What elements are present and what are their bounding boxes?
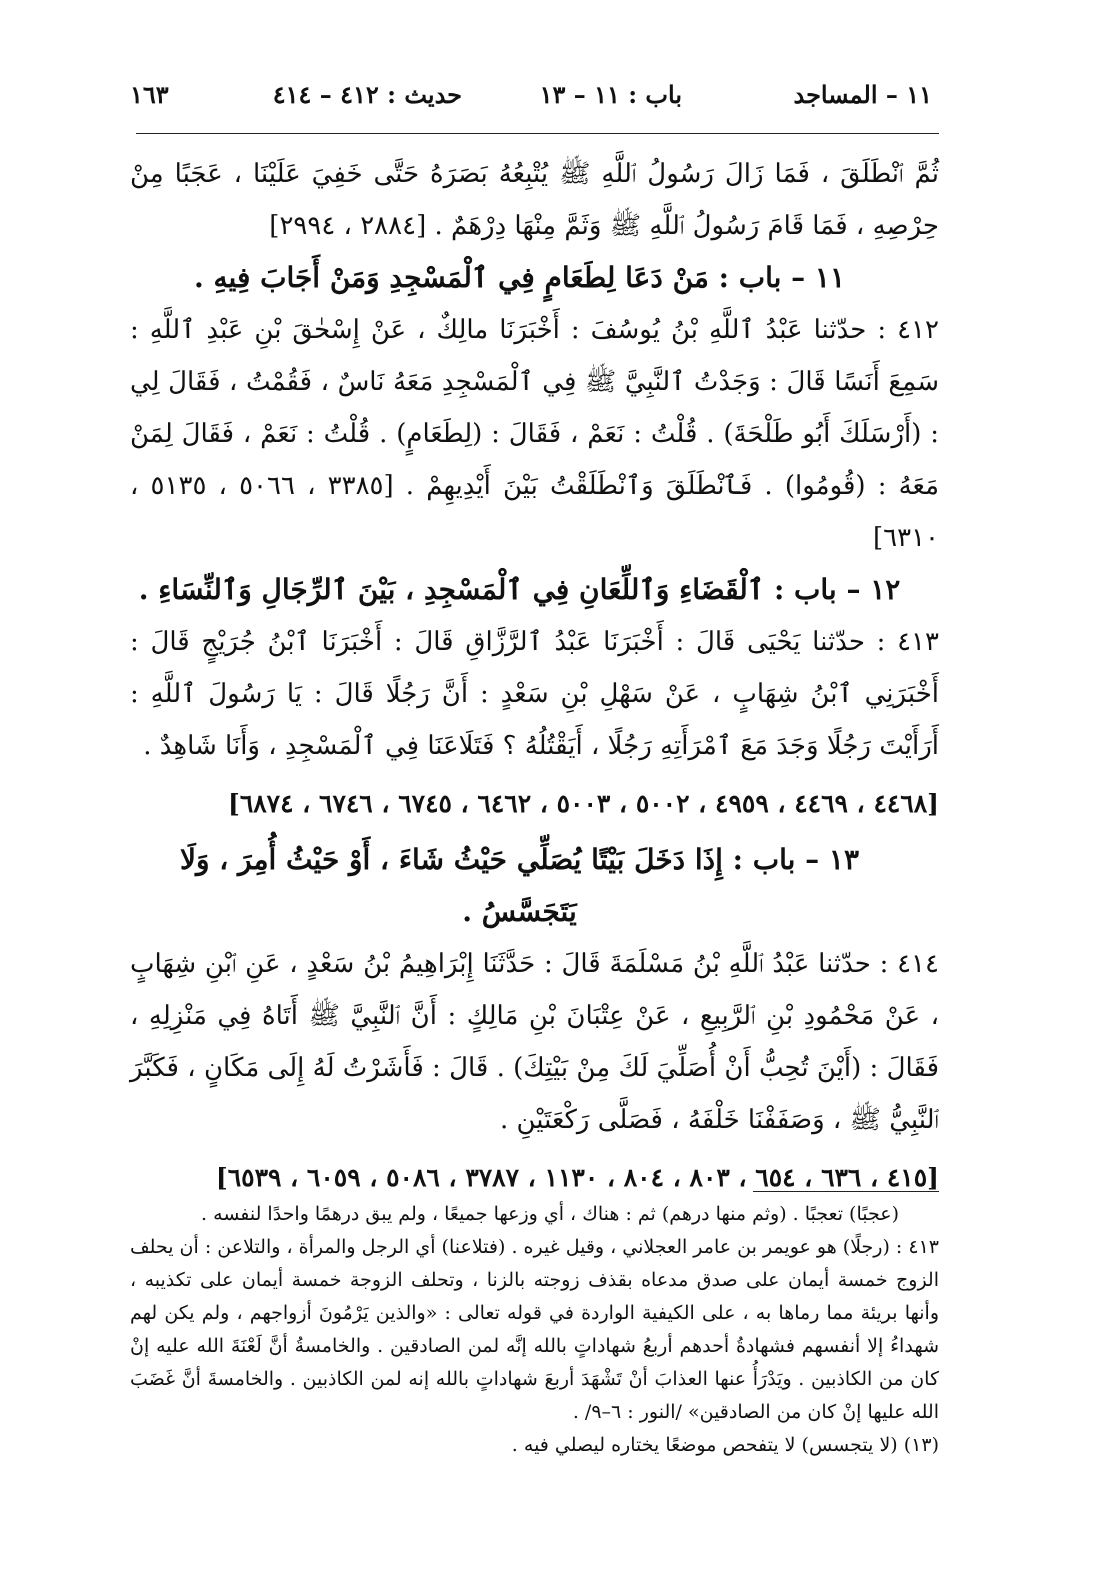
footnote-continuation: (عجبًا) تعجبًا . (وثم منها درهم) ثم : هناك ، أي وزعها جميعًا ، ولم يبق درهمًا واحدًا لنفسه . — [201, 1203, 899, 1225]
hadith-414-references: [٤١٥ ، ٦٣٦ ، ٦٥٤ ، ٨٠٣ ، ٨٠٤ ، ١١٣٠ ، ٣٧٨٧ ، ٥٠٨٦ ، ٦٠٥٩ ، ٦٥٣٩] — [215, 1163, 939, 1192]
header-hadith-range: حديث : ٤١٢ – ٤١٤ — [272, 80, 462, 109]
hadith-continuation: ثُمَّ ٱنْطَلَقَ ، فَمَا زَالَ رَسُولُ ٱللَّهِ ﷺ يُتْبِعُهُ بَصَرَهُ حَتَّى خَفِيَ عَلَيْنَا ، عَجَبًا مِنْ حِرْصِهِ ، فَمَا قَامَ رَسُولُ ٱللَّهِ ﷺ وَثَمَّ مِنْهَا دِرْهَمٌ . [٢٨٨٤ ، ٢٩٩٤] — [130, 159, 939, 241]
footnote-chapter-13: (١٣) (لا يتجسس) لا يتفحص موضعًا يختاره ليصلي فيه . — [511, 1434, 939, 1456]
header-bab-range: باب : ١١ – ١٣ — [539, 80, 682, 109]
footnotes — [130, 1198, 939, 1462]
hadith-413: ٤١٣ : حدّثنا يَحْيَى قَالَ : أَخْبَرَنَا عَبْدُ ٱلرَّزَّاقِ قَالَ : أَخْبَرَنَا ٱبْنُ جُرَيْجٍ قَالَ : أَخْبَرَنِي ٱبْنُ شِهَابٍ ، عَنْ سَهْلِ بْنِ سَعْدٍ : أَنَّ رَجُلًا قَالَ : يَا رَسُولَ ٱللَّهِ : أَرَأَيْتَ رَجُلًا وَجَدَ مَعَ ٱمْرَأَتِهِ رَجُلًا ، أَيَقْتُلُهُ ؟ فَتَلَاعَنَا فِي ٱلْمَسْجِدِ ، وَأَنَا شَاهِدٌ . — [130, 627, 939, 761]
chapter-heading-12: ١٢ – باب : ٱلْقَضَاءِ وَٱللِّعَانِ فِي ٱلْمَسْجِدِ ، بَيْنَ ٱلرِّجَالِ وَٱلنِّسَاءِ . — [138, 573, 901, 606]
hadith-413-references: [٤٤٦٨ ، ٤٤٦٩ ، ٤٩٥٩ ، ٥٠٠٢ ، ٥٠٠٣ ، ٦٤٦٢ ، ٦٧٤٥ ، ٦٧٤٦ ، ٦٨٧٤] — [227, 789, 939, 818]
chapter-heading-13: ١٣ – باب : إِذَا دَخَلَ بَيْتًا يُصَلِّي حَيْثُ شَاءَ ، أَوْ حَيْثُ أُمِرَ ، وَلَا يَتَجَسَّسُ . — [180, 843, 859, 928]
header-chapter-title: ١١ – المساجد — [793, 80, 932, 109]
header-divider — [136, 133, 939, 134]
hadith-414: ٤١٤ : حدّثنا عَبْدُ ٱللَّهِ بْنُ مَسْلَمَةَ قَالَ : حَدَّثَنَا إِبْرَاهِيمُ بْنُ سَعْدٍ ، عَنِ ٱبْنِ شِهَابٍ ، عَنْ مَحْمُودِ بْنِ ٱلرَّبِيعِ ، عَنْ عِتْبَانَ بْنِ مَالِكٍ : أَنَّ ٱلنَّبِيَّ ﷺ أَتَاهُ فِي مَنْزِلِهِ ، فَقَالَ : (أَيْنَ تُحِبُّ أَنْ أُصَلِّيَ لَكَ مِنْ بَيْتِكَ) . قَالَ : فَأَشَرْتُ لَهُ إِلَى مَكَانٍ ، فَكَبَّرَ ٱلنَّبِيُّ ﷺ ، وَصَفَفْنَا خَلْفَهُ ، فَصَلَّى رَكْعَتَيْنِ . — [130, 949, 939, 1135]
running-header — [130, 80, 932, 116]
footnote-separator — [753, 1191, 939, 1192]
chapter-heading-11: ١١ – باب : مَنْ دَعَا لِطَعَامٍ فِي ٱلْمَسْجِدِ وَمَنْ أَجَابَ فِيهِ . — [194, 261, 845, 294]
page-number: ١٦٣ — [130, 80, 169, 109]
main-text — [130, 148, 939, 1208]
footnote-413: ٤١٣ : (رجلًا) هو عويمر بن عامر العجلاني ، وقيل غيره . (فتلاعنا) أي الرجل والمرأة ، والتلاعن : أن يحلف الزوج خمسة أيمان على صدق مدعاه بقذف زوجته بالزنا ، وتحلف الزوجة خمسة أيمان على تكذيبه ، وأنها بريئة مما رماها به ، على الكيفية الواردة في قوله تعالى : «والذين يَرْمُونَ أزواجهم ، ولم يكن لهم شهداءُ إلا أنفسهم فشهادةُ أحدهم أربعُ شهاداتٍ بالله إنَّه لمن الصادقين . والخامسةُ أنَّ لَعْنَةَ الله عليه إنْ كان من الكاذبين . ويَدْرَأُ عنها العذابَ أنْ تَشْهَدَ أربعَ شهاداتٍ بالله إنه لمن الكاذبين . والخامسةَ أنَّ غَضَبَ الله عليها إنْ كان من الصادقين» /النور : ٦–٩/ . — [130, 1236, 939, 1423]
hadith-412: ٤١٢ : حدّثنا عَبْدُ ٱللَّهِ بْنُ يُوسُفَ : أَخْبَرَنَا مالِكٌ ، عَنْ إِسْحٰقَ بْنِ عَبْدِ ٱللَّهِ : سَمِعَ أَنَسًا قَالَ : وَجَدْتُ ٱلنَّبِيَّ ﷺ فِي ٱلْمَسْجِدِ مَعَهُ نَاسٌ ، فَقُمْتُ ، فَقَالَ لِي : (أَرْسَلَكَ أَبُو طَلْحَةَ) . قُلْتُ : نَعَمْ ، فَقَالَ : (لِطَعَامٍ) . قُلْتُ : نَعَمْ ، فَقَالَ لِمَنْ مَعَهُ : (قُومُوا) . فَٱنْطَلَقَ وَٱنْطَلَقْتُ بَيْنَ أَيْدِيهِمْ . [٣٣٨٥ ، ٥٠٦٦ ، ٥١٣٥ ، ٦٣١٠] — [130, 315, 940, 553]
